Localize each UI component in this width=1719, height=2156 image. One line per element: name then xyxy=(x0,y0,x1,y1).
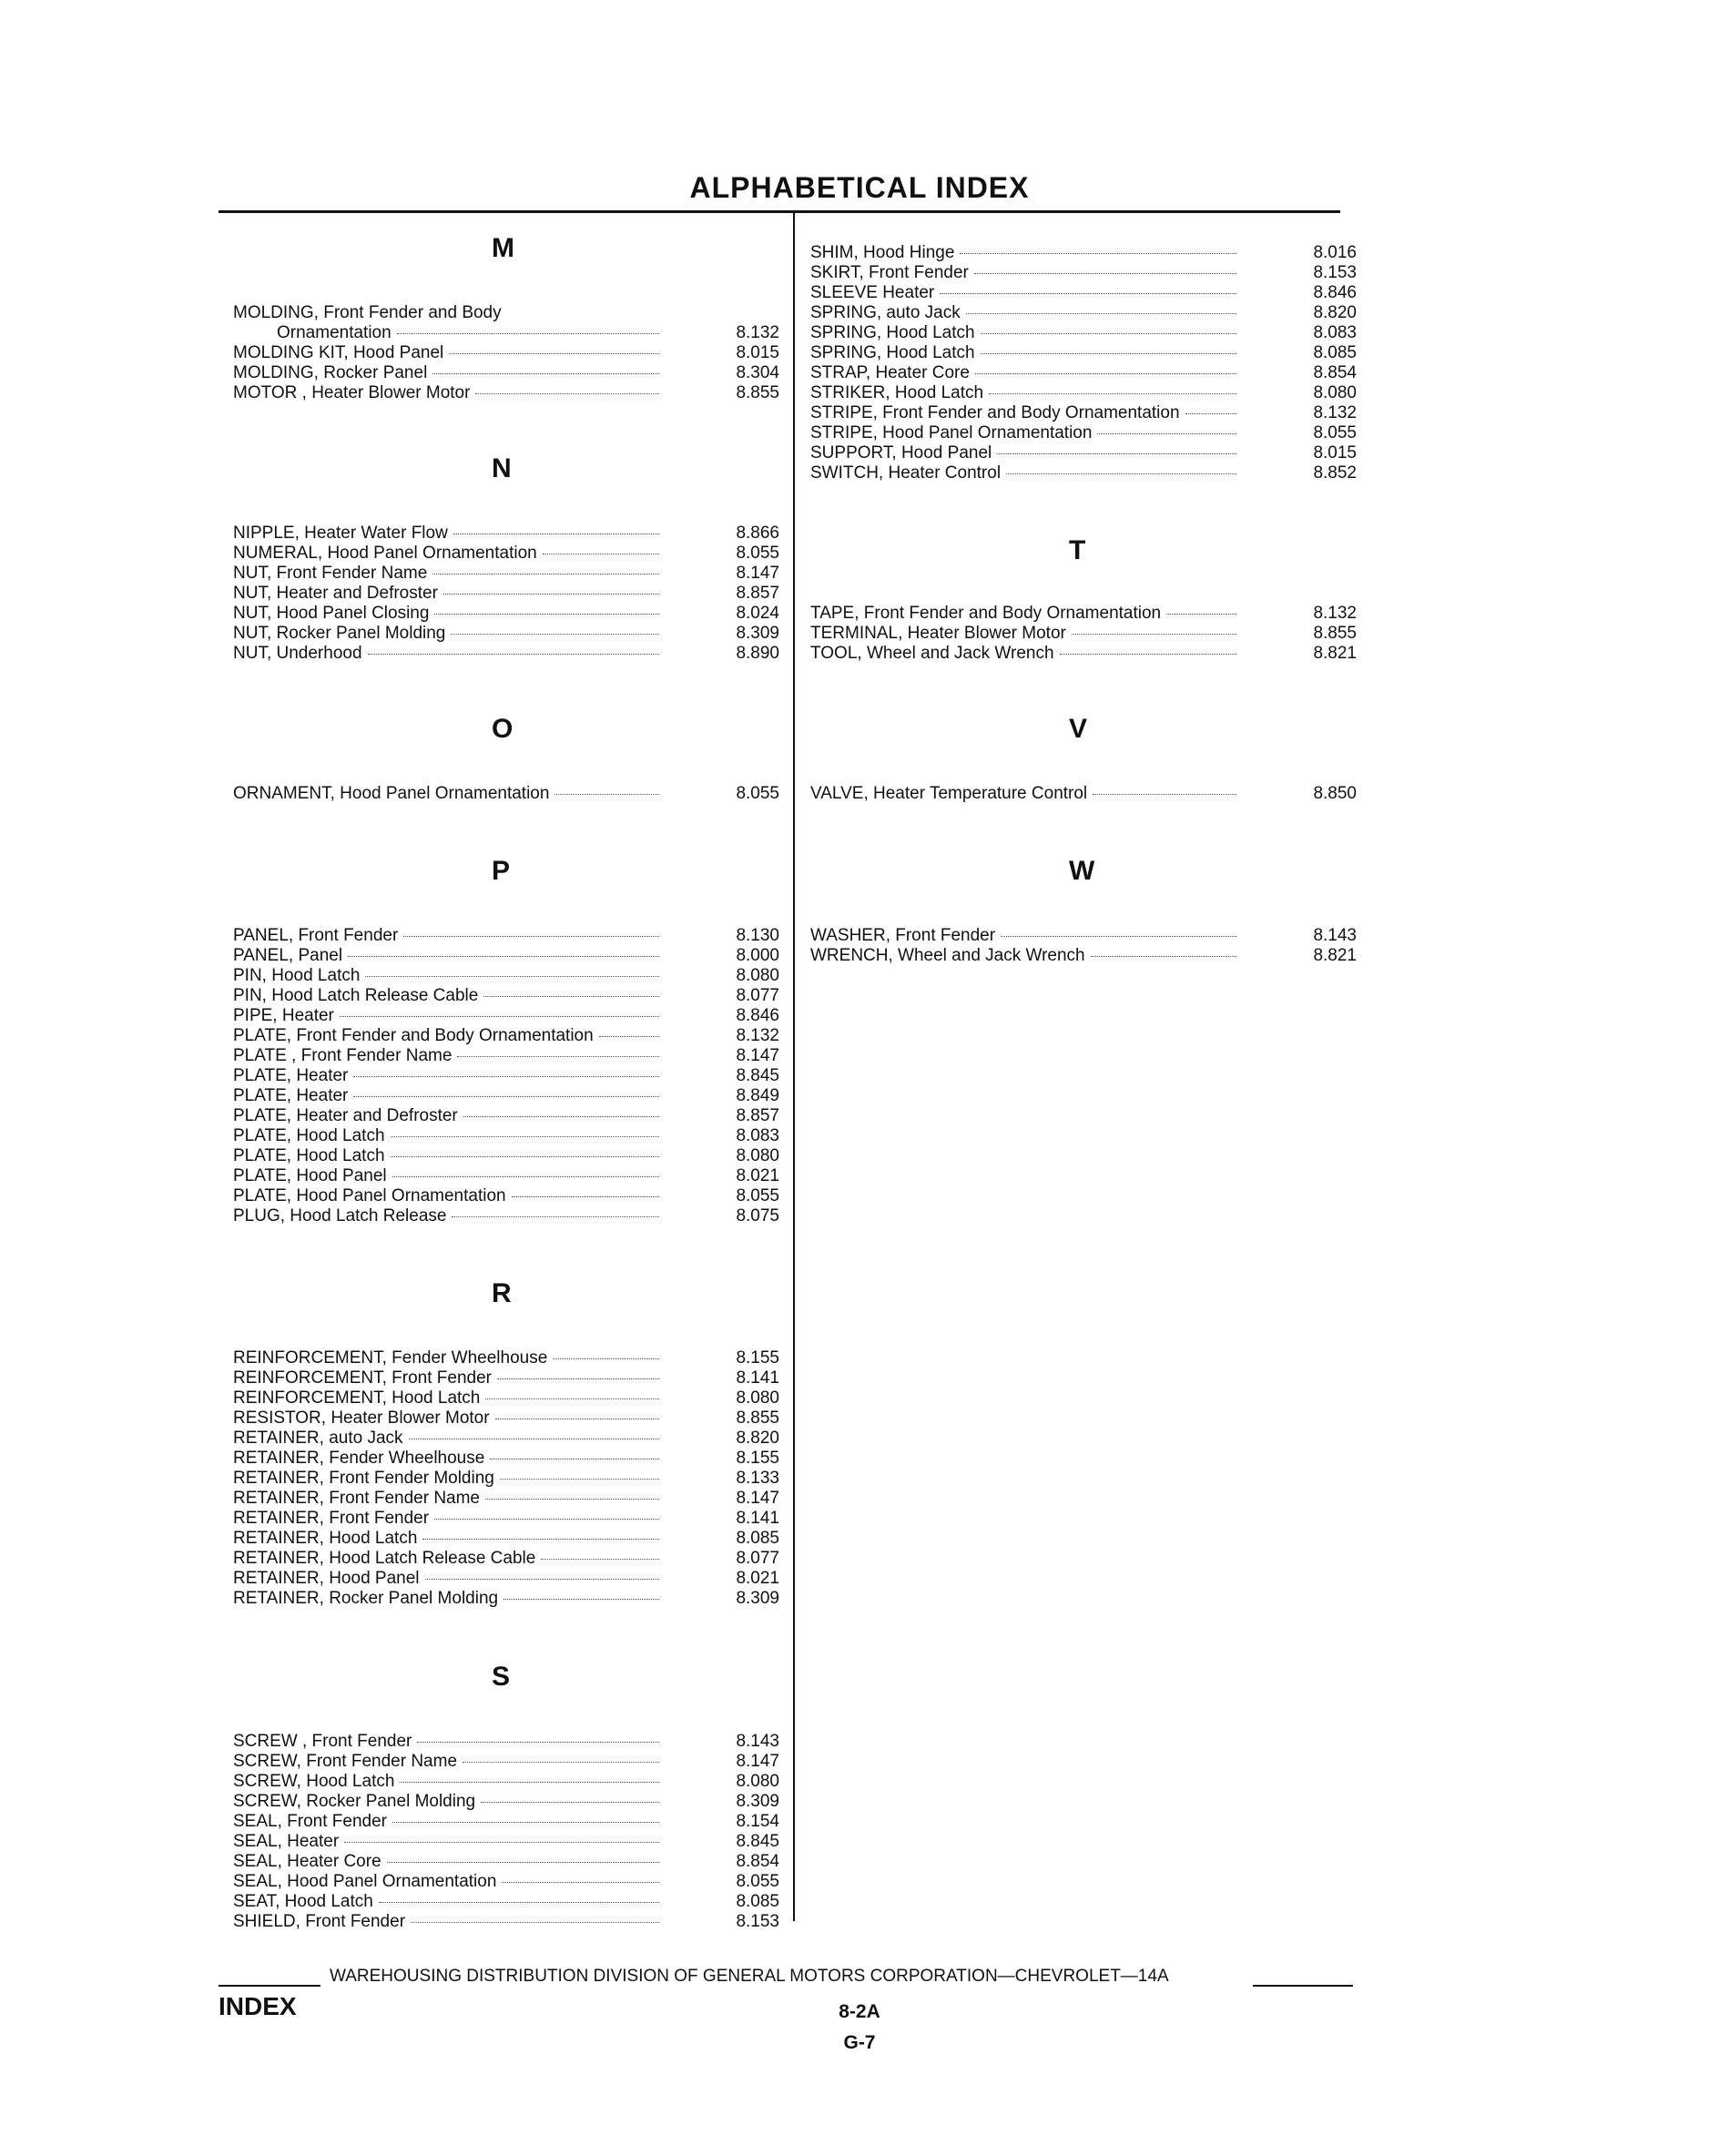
index-entry xyxy=(810,243,1357,263)
dot-leader xyxy=(512,1196,659,1197)
dot-leader xyxy=(1091,956,1236,957)
dot-leader xyxy=(434,614,659,615)
dot-leader xyxy=(368,654,659,655)
dot-leader xyxy=(348,956,659,957)
entry-page-ref: 8.141 xyxy=(736,1368,779,1388)
entry-name: PLATE , Front Fender Name xyxy=(233,1046,453,1065)
dot-leader xyxy=(981,333,1236,334)
entry-name: SEAL, Heater xyxy=(233,1832,340,1851)
section-letter: O xyxy=(492,714,514,744)
entry-page-ref: 8.309 xyxy=(736,1589,779,1608)
section-letter: T xyxy=(1069,535,1086,565)
footer-page-number: 8-2A xyxy=(839,2001,880,2022)
entry-name: SLEEVE Heater xyxy=(810,283,935,302)
dot-leader xyxy=(457,1056,659,1057)
entry-page-ref: 8.850 xyxy=(1313,784,1357,803)
index-entry-list xyxy=(810,604,1357,664)
entry-page-ref: 8.820 xyxy=(1313,303,1357,322)
index-entry xyxy=(233,323,779,343)
dot-leader xyxy=(443,594,659,595)
dot-leader xyxy=(1185,413,1236,414)
entry-page-ref: 8.846 xyxy=(736,1006,779,1025)
entry-page-ref: 8.846 xyxy=(1313,283,1357,302)
index-entry-list xyxy=(233,1348,779,1609)
index-entry xyxy=(810,946,1357,966)
dot-leader xyxy=(422,1539,659,1540)
entry-page-ref: 8.132 xyxy=(1313,403,1357,422)
entry-name: RETAINER, Hood Panel xyxy=(233,1569,420,1588)
index-entry xyxy=(233,624,779,644)
entry-name: MOLDING, Front Fender and Body xyxy=(233,303,502,322)
index-entry xyxy=(233,1106,779,1126)
entry-name: REINFORCEMENT, Hood Latch xyxy=(233,1388,481,1408)
entry-page-ref: 8.155 xyxy=(736,1348,779,1368)
index-entry xyxy=(233,1772,779,1792)
entry-page-ref: 8.845 xyxy=(736,1066,779,1085)
index-entry xyxy=(233,1006,779,1026)
dot-leader xyxy=(392,1176,659,1177)
footer-section-label: INDEX xyxy=(219,1992,297,2020)
entry-page-ref: 8.855 xyxy=(1313,624,1357,643)
entry-page-ref: 8.077 xyxy=(736,986,779,1005)
entry-name: SEAT, Hood Latch xyxy=(233,1892,373,1911)
dot-leader xyxy=(997,453,1236,454)
index-entry xyxy=(233,1388,779,1409)
entry-name: PIN, Hood Latch Release Cable xyxy=(233,986,479,1005)
entry-name: STRIPE, Front Fender and Body Ornamentation xyxy=(810,403,1180,422)
dot-leader xyxy=(485,1398,659,1399)
dot-leader xyxy=(387,1862,659,1863)
entry-name: Ornamentation xyxy=(277,323,392,342)
section-letter: W xyxy=(1069,856,1095,886)
dot-leader xyxy=(960,253,1236,254)
entry-name: PLATE, Front Fender and Body Ornamentation xyxy=(233,1026,594,1045)
entry-name: PLATE, Hood Panel Ornamentation xyxy=(233,1186,506,1205)
entry-page-ref: 8.143 xyxy=(1313,926,1357,945)
entry-name: PANEL, Front Fender xyxy=(233,926,399,945)
index-entry xyxy=(810,363,1357,383)
index-entry xyxy=(810,303,1357,323)
footer-rule-right xyxy=(1253,1985,1353,1987)
index-entry xyxy=(810,383,1357,403)
index-entry xyxy=(233,1146,779,1166)
dot-leader xyxy=(966,313,1236,314)
index-entry xyxy=(233,1348,779,1368)
index-entry xyxy=(233,1489,779,1509)
entry-name: PLATE, Heater and Defroster xyxy=(233,1106,458,1125)
entry-page-ref: 8.055 xyxy=(1313,423,1357,442)
index-entry xyxy=(233,383,779,403)
dot-leader xyxy=(940,293,1236,294)
index-entry-list xyxy=(233,524,779,664)
entry-page-ref: 8.055 xyxy=(736,544,779,563)
index-entry xyxy=(233,1166,779,1186)
entry-page-ref: 8.141 xyxy=(736,1509,779,1528)
entry-page-ref: 8.849 xyxy=(736,1086,779,1105)
index-entry xyxy=(810,323,1357,343)
entry-page-ref: 8.304 xyxy=(736,363,779,382)
entry-name: SCREW, Hood Latch xyxy=(233,1772,395,1791)
index-entry xyxy=(810,644,1357,664)
entry-page-ref: 8.132 xyxy=(736,1026,779,1045)
index-entry xyxy=(233,784,779,804)
entry-page-ref: 8.309 xyxy=(736,1792,779,1811)
entry-name: MOTOR , Heater Blower Motor xyxy=(233,383,471,402)
dot-leader xyxy=(500,1479,659,1480)
entry-page-ref: 8.309 xyxy=(736,624,779,643)
index-entry xyxy=(233,1186,779,1206)
entry-name: SUPPORT, Hood Panel xyxy=(810,443,992,463)
entry-page-ref: 8.845 xyxy=(736,1832,779,1851)
index-entry xyxy=(233,1569,779,1589)
index-entry xyxy=(233,1549,779,1569)
dot-leader xyxy=(344,1842,659,1843)
section-letter: S xyxy=(492,1662,511,1692)
dot-leader xyxy=(391,1156,659,1157)
footer-division-text: WAREHOUSING DISTRIBUTION DIVISION OF GENERAL MOTORS CORPORATION—CHEVROLET—14A xyxy=(330,1967,1169,1986)
dot-leader xyxy=(340,1016,659,1017)
entry-name: RETAINER, Hood Latch Release Cable xyxy=(233,1549,536,1568)
entry-name: RETAINER, auto Jack xyxy=(233,1429,403,1448)
entry-name: RETAINER, Rocker Panel Molding xyxy=(233,1589,499,1608)
dot-leader xyxy=(451,634,659,635)
index-entry xyxy=(233,1529,779,1549)
dot-leader xyxy=(463,1762,659,1763)
entry-name: NUT, Front Fender Name xyxy=(233,564,428,583)
index-entry xyxy=(810,926,1357,946)
entry-page-ref: 8.147 xyxy=(736,1489,779,1508)
index-entry xyxy=(233,1409,779,1429)
dot-leader xyxy=(391,1136,659,1137)
entry-page-ref: 8.821 xyxy=(1313,946,1357,965)
dot-leader xyxy=(463,1116,659,1117)
entry-page-ref: 8.854 xyxy=(1313,363,1357,382)
entry-page-ref: 8.080 xyxy=(736,1772,779,1791)
entry-page-ref: 8.821 xyxy=(1313,644,1357,663)
entry-name: SHIM, Hood Hinge xyxy=(810,243,955,262)
entry-page-ref: 8.820 xyxy=(736,1429,779,1448)
entry-name: RETAINER, Hood Latch xyxy=(233,1529,418,1548)
index-entry xyxy=(233,1026,779,1046)
index-entry xyxy=(233,1046,779,1066)
dot-leader xyxy=(981,353,1236,354)
entry-name: SCREW , Front Fender xyxy=(233,1732,412,1751)
index-entry xyxy=(233,1368,779,1388)
section-letter: M xyxy=(492,233,514,263)
entry-name: SCREW, Front Fender Name xyxy=(233,1752,458,1771)
entry-name: REINFORCEMENT, Fender Wheelhouse xyxy=(233,1348,548,1368)
index-entry xyxy=(233,303,779,323)
dot-leader xyxy=(599,1036,659,1037)
index-entry-list xyxy=(233,926,779,1226)
footer-page-code: G-7 xyxy=(843,2032,876,2053)
index-entry xyxy=(233,1892,779,1912)
dot-leader xyxy=(497,1378,659,1379)
index-entry xyxy=(233,1812,779,1832)
index-entry xyxy=(233,1429,779,1449)
entry-name: STRIKER, Hood Latch xyxy=(810,383,984,402)
entry-name: TERMINAL, Heater Blower Motor xyxy=(810,624,1066,643)
entry-page-ref: 8.155 xyxy=(736,1449,779,1468)
index-entry-list xyxy=(810,926,1357,966)
index-entry xyxy=(233,1852,779,1872)
index-entry xyxy=(233,1126,779,1146)
index-entry xyxy=(233,1792,779,1812)
entry-page-ref: 8.015 xyxy=(736,343,779,362)
entry-name: RESISTOR, Heater Blower Motor xyxy=(233,1409,490,1428)
entry-name: ORNAMENT, Hood Panel Ornamentation xyxy=(233,784,550,803)
entry-page-ref: 8.075 xyxy=(736,1206,779,1225)
dot-leader xyxy=(1060,654,1236,655)
dot-leader xyxy=(1093,794,1236,795)
entry-page-ref: 8.153 xyxy=(736,1912,779,1931)
dot-leader xyxy=(432,373,659,374)
entry-page-ref: 8.132 xyxy=(736,323,779,342)
entry-name: SKIRT, Front Fender xyxy=(810,263,969,282)
entry-name: PLATE, Hood Latch xyxy=(233,1146,385,1165)
dot-leader xyxy=(502,1882,659,1883)
entry-name: RETAINER, Front Fender Name xyxy=(233,1489,481,1508)
entry-page-ref: 8.857 xyxy=(736,584,779,603)
page-title: ALPHABETICAL INDEX xyxy=(689,171,1030,204)
dot-leader xyxy=(434,1519,659,1520)
entry-name: RETAINER, Front Fender Molding xyxy=(233,1469,494,1488)
section-letter: R xyxy=(492,1278,512,1308)
index-entry xyxy=(233,1752,779,1772)
entry-name: SEAL, Heater Core xyxy=(233,1852,381,1871)
index-entry xyxy=(810,263,1357,283)
dot-leader xyxy=(397,333,659,334)
index-entry xyxy=(810,283,1357,303)
index-entry xyxy=(233,1066,779,1086)
entry-page-ref: 8.080 xyxy=(736,1146,779,1165)
entry-name: SPRING, Hood Latch xyxy=(810,343,975,362)
dot-leader xyxy=(1006,473,1236,474)
entry-page-ref: 8.866 xyxy=(736,524,779,543)
entry-page-ref: 8.055 xyxy=(736,1186,779,1205)
entry-name: NUMERAL, Hood Panel Ornamentation xyxy=(233,544,537,563)
index-entry xyxy=(233,564,779,584)
entry-name: NUT, Underhood xyxy=(233,644,362,663)
dot-leader xyxy=(503,1599,659,1600)
entry-page-ref: 8.085 xyxy=(1313,343,1357,362)
entry-name: PLUG, Hood Latch Release xyxy=(233,1206,447,1225)
column-divider xyxy=(793,213,795,1921)
entry-page-ref: 8.015 xyxy=(1313,443,1357,463)
entry-page-ref: 8.085 xyxy=(736,1892,779,1911)
dot-leader xyxy=(483,996,659,997)
index-entry xyxy=(233,1509,779,1529)
index-entry-list xyxy=(810,784,1357,804)
entry-page-ref: 8.083 xyxy=(736,1126,779,1145)
index-entry xyxy=(233,1086,779,1106)
entry-page-ref: 8.857 xyxy=(736,1106,779,1125)
entry-page-ref: 8.143 xyxy=(736,1732,779,1751)
dot-leader xyxy=(975,373,1236,374)
entry-name: SEAL, Front Fender xyxy=(233,1812,387,1831)
entry-name: SHIELD, Front Fender xyxy=(233,1912,406,1931)
entry-name: NIPPLE, Heater Water Flow xyxy=(233,524,448,543)
entry-name: PLATE, Hood Panel xyxy=(233,1166,387,1185)
entry-name: PIPE, Heater xyxy=(233,1006,334,1025)
dot-leader xyxy=(403,936,659,937)
dot-leader xyxy=(425,1579,659,1580)
dot-leader xyxy=(411,1922,659,1923)
index-entry xyxy=(233,1872,779,1892)
index-entry xyxy=(233,544,779,564)
entry-name: SPRING, Hood Latch xyxy=(810,323,975,342)
entry-page-ref: 8.147 xyxy=(736,564,779,583)
entry-page-ref: 8.154 xyxy=(736,1812,779,1831)
dot-leader xyxy=(553,1358,659,1359)
entry-name: NUT, Hood Panel Closing xyxy=(233,604,430,623)
dot-leader xyxy=(1097,433,1236,434)
index-entry xyxy=(233,644,779,664)
section-letter: N xyxy=(492,453,512,483)
entry-name: NUT, Rocker Panel Molding xyxy=(233,624,446,643)
entry-name: TAPE, Front Fender and Body Ornamentation xyxy=(810,604,1162,623)
entry-name: RETAINER, Fender Wheelhouse xyxy=(233,1449,485,1468)
entry-name: PLATE, Hood Latch xyxy=(233,1126,385,1145)
index-entry xyxy=(233,584,779,604)
entry-page-ref: 8.855 xyxy=(736,383,779,402)
entry-page-ref: 8.021 xyxy=(736,1166,779,1185)
entry-page-ref: 8.147 xyxy=(736,1046,779,1065)
index-entry xyxy=(233,1449,779,1469)
dot-leader xyxy=(365,976,659,977)
entry-page-ref: 8.021 xyxy=(736,1569,779,1588)
dot-leader xyxy=(974,273,1236,274)
index-entry-list xyxy=(233,784,779,804)
entry-name: WRENCH, Wheel and Jack Wrench xyxy=(810,946,1085,965)
index-entry xyxy=(233,604,779,624)
index-entry xyxy=(233,524,779,544)
entry-name: PIN, Hood Latch xyxy=(233,966,361,985)
index-entry xyxy=(233,1589,779,1609)
index-entry xyxy=(810,423,1357,443)
dot-leader xyxy=(353,1096,659,1097)
index-entry xyxy=(233,343,779,363)
title-rule xyxy=(219,210,1340,213)
entry-name: MOLDING, Rocker Panel xyxy=(233,363,428,382)
entry-name: PLATE, Heater xyxy=(233,1066,349,1085)
entry-page-ref: 8.080 xyxy=(736,1388,779,1408)
entry-name: TOOL, Wheel and Jack Wrench xyxy=(810,644,1054,663)
index-entry xyxy=(233,1732,779,1752)
dot-leader xyxy=(353,1076,659,1077)
entry-page-ref: 8.852 xyxy=(1313,463,1357,483)
dot-leader xyxy=(400,1782,659,1783)
dot-leader xyxy=(481,1802,659,1803)
dot-leader xyxy=(541,1559,659,1560)
dot-leader xyxy=(432,574,659,575)
index-entry xyxy=(233,363,779,383)
index-entry-list xyxy=(233,303,779,403)
entry-page-ref: 8.133 xyxy=(736,1469,779,1488)
dot-leader xyxy=(554,794,659,795)
index-entry xyxy=(233,1469,779,1489)
dot-leader xyxy=(475,393,659,394)
section-letter: P xyxy=(492,856,511,886)
entry-page-ref: 8.130 xyxy=(736,926,779,945)
entry-name: SPRING, auto Jack xyxy=(810,303,961,322)
entry-name: SWITCH, Heater Control xyxy=(810,463,1002,483)
entry-name: PANEL, Panel xyxy=(233,946,343,965)
index-entry xyxy=(810,403,1357,423)
index-entry xyxy=(233,926,779,946)
entry-page-ref: 8.077 xyxy=(736,1549,779,1568)
entry-page-ref: 8.000 xyxy=(736,946,779,965)
entry-page-ref: 8.854 xyxy=(736,1852,779,1871)
entry-page-ref: 8.016 xyxy=(1313,243,1357,262)
entry-page-ref: 8.024 xyxy=(736,604,779,623)
index-entry xyxy=(233,966,779,986)
index-entry-list xyxy=(810,243,1357,483)
entry-name: MOLDING KIT, Hood Panel xyxy=(233,343,444,362)
entry-name: SEAL, Hood Panel Ornamentation xyxy=(233,1872,497,1891)
index-entry xyxy=(233,986,779,1006)
dot-leader xyxy=(989,393,1236,394)
index-entry xyxy=(233,1912,779,1932)
dot-leader xyxy=(452,1216,659,1217)
entry-page-ref: 8.055 xyxy=(736,784,779,803)
index-entry xyxy=(810,443,1357,463)
index-entry xyxy=(233,1206,779,1226)
entry-name: STRIPE, Hood Panel Ornamentation xyxy=(810,423,1093,442)
index-entry xyxy=(810,463,1357,483)
dot-leader xyxy=(1166,614,1236,615)
entry-page-ref: 8.055 xyxy=(736,1872,779,1891)
entry-name: REINFORCEMENT, Front Fender xyxy=(233,1368,492,1388)
entry-name: STRAP, Heater Core xyxy=(810,363,970,382)
index-entry xyxy=(233,1832,779,1852)
entry-name: VALVE, Heater Temperature Control xyxy=(810,784,1088,803)
entry-page-ref: 8.855 xyxy=(736,1409,779,1428)
dot-leader xyxy=(1072,634,1236,635)
entry-name: PLATE, Heater xyxy=(233,1086,349,1105)
entry-page-ref: 8.132 xyxy=(1313,604,1357,623)
entry-page-ref: 8.147 xyxy=(736,1752,779,1771)
entry-name: WASHER, Front Fender xyxy=(810,926,996,945)
dot-leader xyxy=(485,1499,659,1500)
dot-leader xyxy=(449,353,659,354)
entry-page-ref: 8.080 xyxy=(1313,383,1357,402)
entry-page-ref: 8.080 xyxy=(736,966,779,985)
dot-leader xyxy=(1001,936,1236,937)
dot-leader xyxy=(379,1902,659,1903)
dot-leader xyxy=(392,1822,659,1823)
index-entry xyxy=(810,624,1357,644)
entry-page-ref: 8.890 xyxy=(736,644,779,663)
entry-page-ref: 8.083 xyxy=(1313,323,1357,342)
entry-name: SCREW, Rocker Panel Molding xyxy=(233,1792,476,1811)
index-entry xyxy=(233,946,779,966)
dot-leader xyxy=(417,1742,659,1743)
index-entry-list xyxy=(233,1732,779,1932)
index-entry xyxy=(810,604,1357,624)
section-letter: V xyxy=(1069,714,1088,744)
entry-page-ref: 8.085 xyxy=(736,1529,779,1548)
entry-name: NUT, Heater and Defroster xyxy=(233,584,438,603)
entry-page-ref: 8.153 xyxy=(1313,263,1357,282)
footer-rule-left xyxy=(219,1985,320,1987)
index-entry xyxy=(810,784,1357,804)
index-entry xyxy=(810,343,1357,363)
entry-name: RETAINER, Front Fender xyxy=(233,1509,430,1528)
